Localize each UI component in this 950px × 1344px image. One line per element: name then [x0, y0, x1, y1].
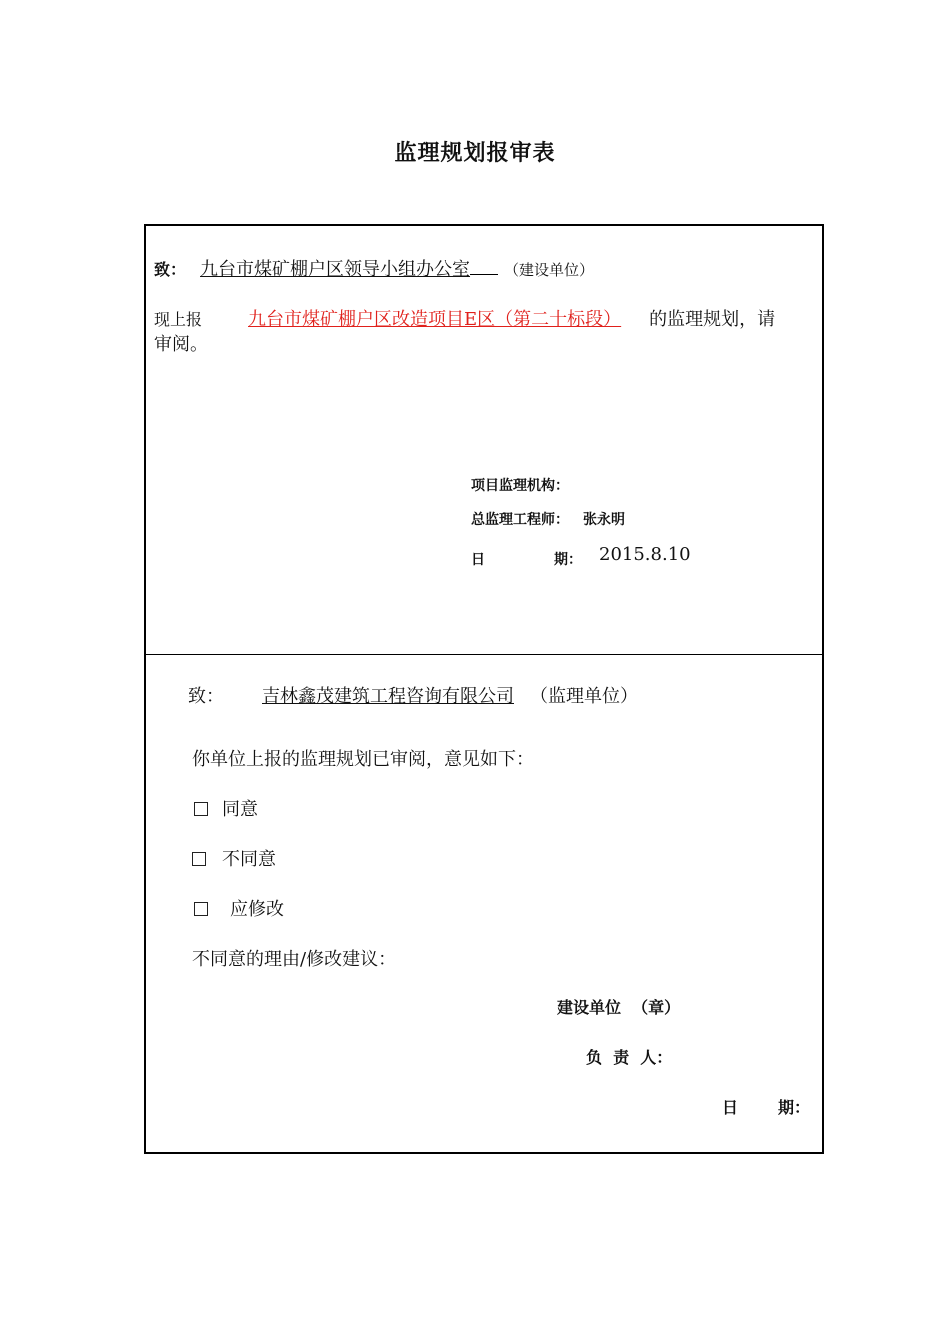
reason-label: 不同意的理由/修改建议：	[192, 949, 397, 970]
section1-date-label-a: 日	[471, 552, 485, 568]
section1-date-value: 2015.8.10	[599, 544, 691, 565]
report-suffix: 的监理规划，请	[649, 309, 776, 330]
section2-date-label-b: 期：	[778, 1098, 811, 1117]
section1-date-label-b: 期：	[554, 552, 582, 568]
underline-filler	[470, 273, 498, 275]
review-statement: 你单位上报的监理规划已审阅，意见如下：	[192, 749, 534, 770]
option-disagree-label: 不同意	[222, 849, 276, 870]
chief-engineer-label: 总监理工程师：	[471, 512, 569, 528]
checkbox-icon[interactable]	[194, 902, 208, 916]
construction-unit-seal-label: 建设单位 （章）	[557, 998, 681, 1017]
section2-to-label: 致：	[188, 686, 224, 707]
checkbox-icon[interactable]	[194, 802, 208, 816]
chief-engineer-name: 张永明	[583, 512, 625, 528]
checkbox-icon[interactable]	[192, 852, 206, 866]
option-revise-label: 应修改	[230, 899, 284, 920]
option-agree-label: 同意	[222, 799, 258, 820]
section-divider	[146, 654, 822, 655]
construction-unit-name: 九台市煤矿棚户区领导小组办公室	[200, 259, 471, 280]
option-disagree[interactable]	[192, 845, 276, 871]
project-name: 九台市煤矿棚户区改造项目E区（第二十标段）	[248, 309, 622, 330]
report-prefix: 现上报	[154, 310, 203, 329]
construction-unit-role: （建设单位）	[504, 261, 595, 279]
supervision-unit-name: 吉林鑫茂建筑工程咨询有限公司	[262, 686, 514, 707]
supervision-unit-role: （监理单位）	[530, 686, 638, 707]
responsible-person-label: 负 责 人：	[586, 1048, 673, 1067]
section1-to-line	[154, 255, 594, 281]
option-agree[interactable]	[194, 795, 258, 821]
section1-to-label: 致：	[154, 260, 187, 279]
chief-engineer-line	[471, 509, 625, 529]
document-title: 监理规划报审表	[394, 141, 556, 166]
section2-date-label-a: 日	[722, 1098, 739, 1117]
supervision-org-label: 项目监理机构：	[471, 478, 569, 494]
section2-to-line	[188, 682, 638, 708]
report-line2: 审阅。	[154, 334, 208, 355]
option-revise[interactable]	[194, 895, 284, 921]
report-line	[154, 305, 775, 331]
